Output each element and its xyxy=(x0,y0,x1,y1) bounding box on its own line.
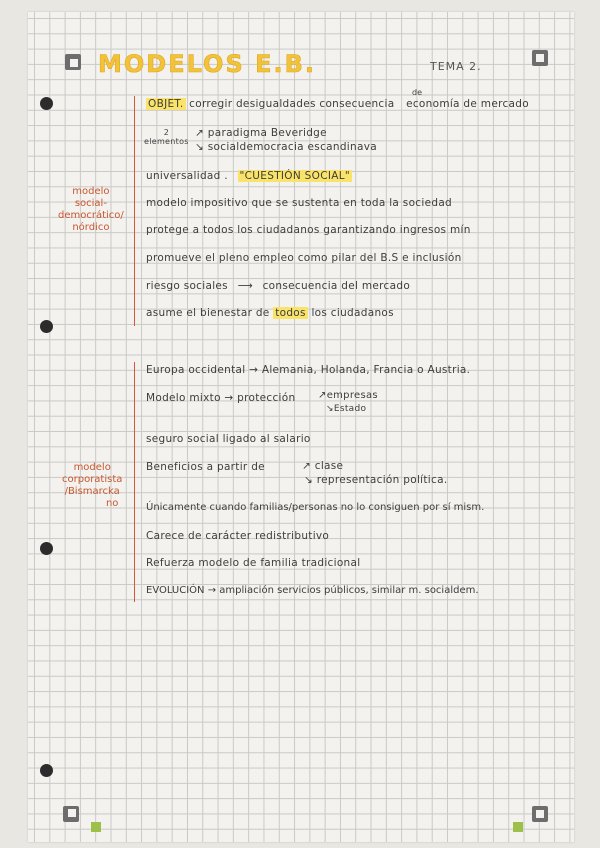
estado-line: ↘Estado xyxy=(326,404,367,414)
section2-label: modelo corporatista /Bismarcka no xyxy=(62,462,123,509)
socialdemocracia-line: ↘ socialdemocracia escandinava xyxy=(195,141,377,153)
unicamente-line: Únicamente cuando familias/personas no lo consiguen por sí mism. xyxy=(146,502,485,513)
todos-highlight: todos xyxy=(275,307,306,319)
impositivo-line: modelo impositivo que se sustenta en toda la sociedad xyxy=(146,197,453,209)
binder-hole-4 xyxy=(40,764,53,777)
page-title: MODELOS E.B. xyxy=(98,50,317,78)
objet-tag: OBJET. xyxy=(148,98,184,110)
riesgo-line: riesgo sociales ⟶ consecuencia del mercado xyxy=(146,280,411,292)
protege-line: protege a todos los ciudadanos garantizando ingresos mín xyxy=(146,224,471,236)
europa-line: Europa occidental → Alemania, Holanda, Francia o Austria. xyxy=(146,364,471,376)
section2-bracket xyxy=(134,362,135,602)
green-square-right xyxy=(513,822,523,832)
representacion-line: ↘ representación política. xyxy=(304,474,448,486)
objetivo-line: OBJET. corregir desigualdades consecuencia economía de mercado xyxy=(148,98,529,110)
clase-line: ↗ clase xyxy=(302,460,344,472)
tema-label: TEMA 2. xyxy=(430,60,482,73)
empresas-line: ↗empresas xyxy=(318,390,378,401)
cuestion-social-highlight: "CUESTIÓN SOCIAL" xyxy=(239,170,350,182)
beneficios-line: Beneficios a partir de xyxy=(146,461,265,473)
green-square-left xyxy=(91,822,101,832)
carece-line: Carece de carácter redistributivo xyxy=(146,530,330,542)
paradigma-line: ↗ paradigma Beveridge xyxy=(195,127,327,139)
refuerza-line: Refuerza modelo de familia tradicional xyxy=(146,557,361,569)
section1-label: modelo social- democrático/ nórdico xyxy=(58,186,124,233)
promueve-line: promueve el pleno empleo como pilar del B.S e inclusión xyxy=(146,252,462,264)
mixto-line: Modelo mixto → protección xyxy=(146,392,296,404)
asume-line: asume el bienestar de todos los ciudadanos xyxy=(146,307,394,319)
evolucion-line: EVOLUCIÓN → ampliación servicios públicos, similar m. socialdem. xyxy=(146,585,479,596)
corner-mark-bottom-right xyxy=(532,806,548,822)
seguro-line: seguro social ligado al salario xyxy=(146,433,311,445)
corner-mark-top-right xyxy=(532,50,548,66)
binder-hole-3 xyxy=(40,542,53,555)
objet-de-note: de xyxy=(412,88,422,97)
corner-mark-bottom-left xyxy=(63,806,79,822)
binder-hole-2 xyxy=(40,320,53,333)
universalidad-line: universalidad . "CUESTIÓN SOCIAL" xyxy=(146,170,350,182)
binder-hole-1 xyxy=(40,97,53,110)
elementos-line: 2 elementos xyxy=(144,128,189,146)
corner-mark-top-left xyxy=(65,54,81,70)
section1-bracket xyxy=(134,96,135,326)
